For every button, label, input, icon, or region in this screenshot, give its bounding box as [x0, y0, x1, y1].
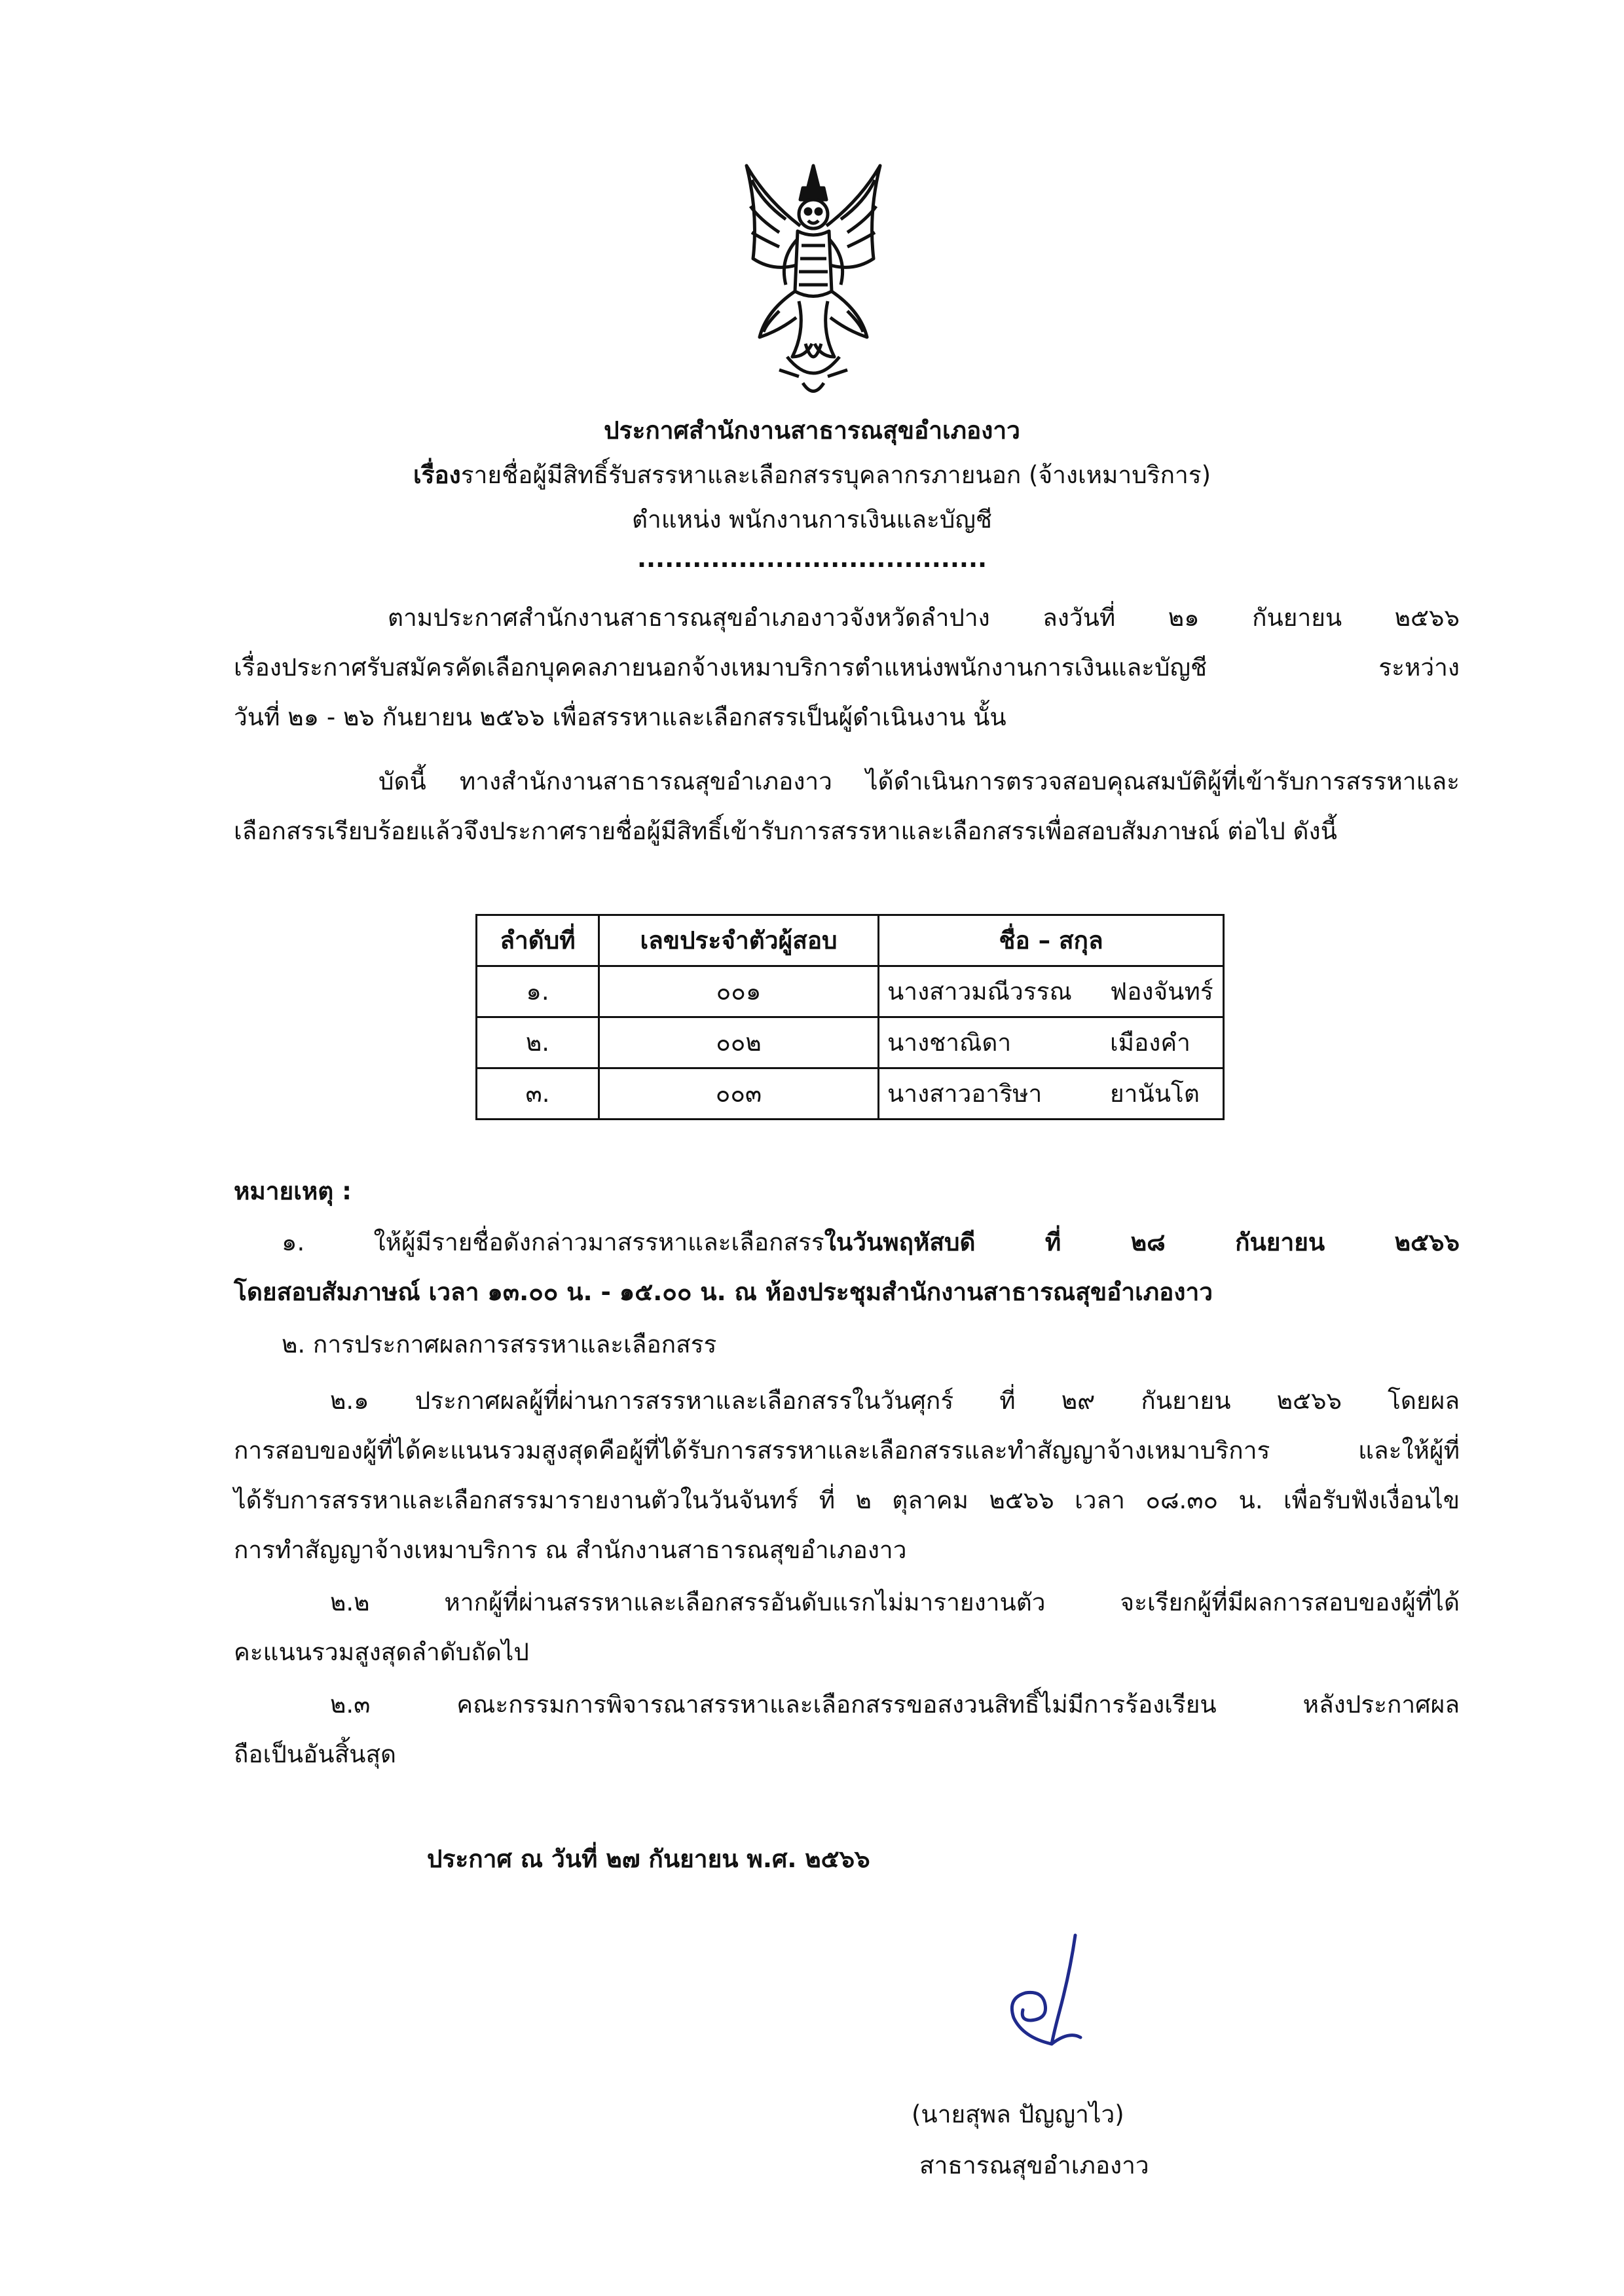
position-title: ตำแหน่ง พนักงานการเงินและบัญชี [632, 505, 992, 534]
body-line-2: เลือกสรรเรียบร้อยแล้วจึงประกาศรายชื่อผู้มีสิทธิ์เข้ารับการสรรหาและเลือกสรรเพื่อสอบสัมภาษณ์ ต่อไป ดังนี้ [234, 817, 1337, 845]
announce-date: ประกาศ ณ วันที่ ๒๗ กันยายน พ.ศ. ๒๕๖๖ [427, 1845, 870, 1873]
table-row [477, 1068, 1224, 1120]
note-2-heading: ๒. การประกาศผลการสรรหาและเลือกสรร [282, 1330, 717, 1358]
first-name: นางชาณิดา [887, 1029, 1012, 1057]
note-1-line-2: โดยสอบสัมภาษณ์ เวลา ๑๓.๐๐ น. - ๑๕.๐๐ น. ณ ห้องประชุมสำนักงานสาธารณสุขอำเภองาว [234, 1278, 1213, 1306]
intro-line-1: ตามประกาศสำนักงานสาธารณสุขอำเภองาวจังหวัดลำปาง ลงวันที่ ๒๑ กันยายน ๒๕๖๖ [388, 604, 1460, 632]
announcement-subject [0, 456, 1624, 494]
first-name: นางสาวอาริษา [887, 1080, 1043, 1108]
note-2-2-line-2: คะแนนรวมสูงสุดลำดับถัดไป [234, 1638, 529, 1666]
header-divider: ...................................... [637, 545, 987, 573]
note-2-2-line-1: ๒.๒ หากผู้ที่ผ่านสรรหาและเลือกสรรอันดับแรกไม่มารายงานตัว จะเรียกผู้ที่มีผลการสอบของผู้ที่ได้ [330, 1588, 1460, 1616]
signer-name: (นายสุพล ปัญญาไว) [912, 2100, 1124, 2128]
row-order: ๒. [477, 1017, 599, 1068]
row-name [879, 1068, 1224, 1120]
intro-line-2: เรื่องประกาศรับสมัครคัดเลือกบุคคลภายนอกจ้างเหมาบริการตำแหน่งพนักงานการเงินและบัญชี ระหว่าง [234, 653, 1460, 682]
surname: เมืองคำ [1110, 1029, 1190, 1057]
intro-line-3: วันที่ ๒๑ - ๒๖ กันยายน ๒๕๖๖ เพื่อสรรหาและเลือกสรรเป็นผู้ดำเนินงาน นั้น [234, 703, 1006, 731]
note-2-1-line-2: การสอบของผู้ที่ได้คะแนนรวมสูงสุดคือผู้ที่ได้รับการสรรหาและเลือกสรรและทำสัญญาจ้างเหมาบริการ และให้ผู้ที่ [234, 1436, 1460, 1465]
surname: ฟองจันทร์ [1110, 977, 1213, 1006]
notes-heading: หมายเหตุ : [234, 1177, 352, 1205]
table-header-row [477, 915, 1224, 966]
table-row [477, 966, 1224, 1017]
subject-label: เรื่อง [413, 461, 461, 489]
body-line-1: บัดนี้ ทางสำนักงานสาธารณสุขอำเภองาว ได้ดำเนินการตรวจสอบคุณสมบัติผู้ที่เข้ารับการสรรหาและ [378, 767, 1460, 795]
surname: ยานันโต [1110, 1080, 1200, 1108]
row-id: ๐๐๒ [599, 1017, 879, 1068]
note-2-1-line-4: การทำสัญญาจ้างเหมาบริการ ณ สำนักงานสาธารณสุขอำเภองาว [234, 1536, 907, 1564]
col-header-name: ชื่อ – สกุล [879, 915, 1224, 966]
handwritten-signature [997, 1933, 1095, 2050]
note-1-line-1 [282, 1223, 1460, 1262]
row-id: ๐๐๓ [599, 1068, 879, 1120]
row-id: ๐๐๑ [599, 966, 879, 1017]
note-1-prefix: ๑. ให้ผู้มีรายชื่อดังกล่าวมาสรรหาและเลือกสรร [282, 1228, 824, 1256]
row-name [879, 966, 1224, 1017]
first-name: นางสาวมณีวรรณ [887, 977, 1072, 1006]
row-order: ๑. [477, 966, 599, 1017]
subject-text: รายชื่อผู้มีสิทธิ์รับสรรหาและเลือกสรรบุคลากรภายนอก (จ้างเหมาบริการ) [460, 461, 1211, 489]
garuda-emblem-icon [740, 160, 887, 403]
announcement-title: ประกาศสำนักงานสาธารณสุขอำเภองาว [604, 416, 1020, 445]
col-header-order: ลำดับที่ [477, 915, 599, 966]
col-header-id: เลขประจำตัวผู้สอบ [599, 915, 879, 966]
note-1-date: ในวันพฤหัสบดี ที่ ๒๘ กันยายน ๒๕๖๖ [824, 1228, 1460, 1256]
note-2-1-line-1: ๒.๑ ประกาศผลผู้ที่ผ่านการสรรหาและเลือกสรรในวันศุกร์ ที่ ๒๙ กันยายน ๒๕๖๖ โดยผล [330, 1387, 1460, 1415]
row-name [879, 1017, 1224, 1068]
note-2-3-line-2: ถือเป็นอันสิ้นสุด [234, 1740, 397, 1768]
signer-title: สาธารณสุขอำเภองาว [919, 2151, 1149, 2179]
note-2-1-line-3: ได้รับการสรรหาและเลือกสรรมารายงานตัวในวันจันทร์ ที่ ๒ ตุลาคม ๒๕๖๖ เวลา ๐๘.๓๐ น. เพื่อรับฟังเงื่อนไข [234, 1486, 1460, 1514]
table-row [477, 1017, 1224, 1068]
note-2-3-line-1: ๒.๓ คณะกรรมการพิจารณาสรรหาและเลือกสรรขอสงวนสิทธิ์ไม่มีการร้องเรียน หลังประกาศผล [330, 1690, 1460, 1719]
candidate-table [475, 914, 1225, 1120]
row-order: ๓. [477, 1068, 599, 1120]
